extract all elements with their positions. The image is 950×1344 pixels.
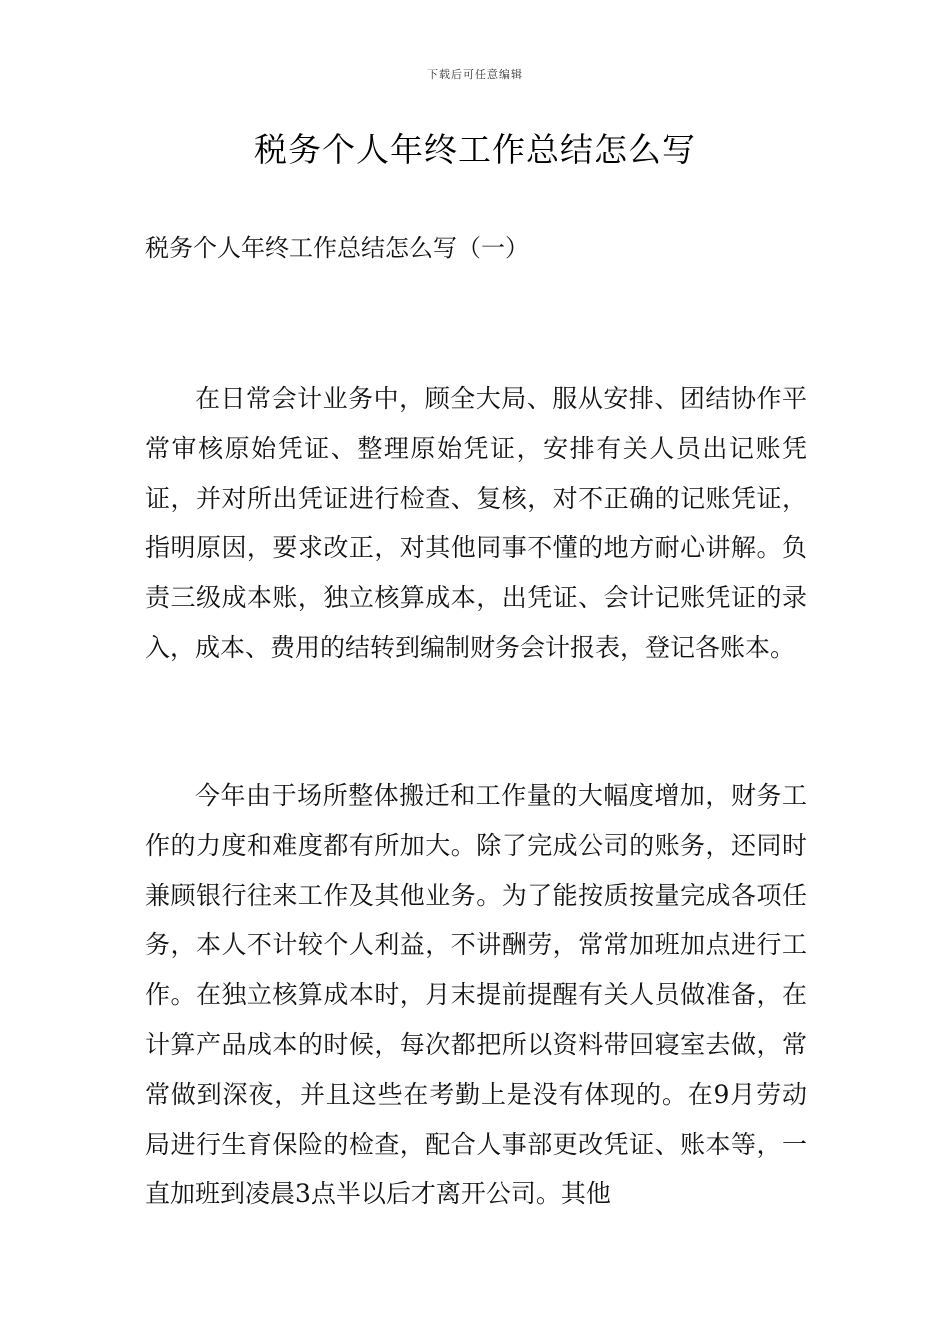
document-title: 税务个人年终工作总结怎么写 — [254, 130, 696, 169]
section-heading: 税务个人年终工作总结怎么写（一） — [145, 234, 529, 262]
body-paragraph: 在日常会计业务中，顾全大局、服从安排、团结协作平常审核原始凭证、整理原始凭证，安排有关人员出记账凭证，并对所出凭证进行检查、复核，对不正确的记账凭证，指明原因，要求改正，对其他同事不懂的地方耐心讲解。负责三级成本账，独立核算成本，出凭证、会计记账凭证的录入，成本、费用的结转到编制财务会计报表，登记各账本。 — [145, 384, 807, 662]
header-note: 下载后可任意编辑 — [427, 68, 523, 81]
body-paragraph: 今年由于场所整体搬迁和工作量的大幅度增加，财务工作的力度和难度都有所加大。除了完成公司的账务，还同时兼顾银行往来工作及其他业务。为了能按质按量完成各项任务，本人不计较个人利益，不讲酬劳，常常加班加点进行工作。在独立核算成本时，月末提前提醒有关人员做准备，在计算产品成本的时候，每次都把所以资料带回寝室去做，常常做到深夜，并且这些在考勤上是没有体现的。在9月劳动局进行生育保险的检查，配合人事部更改凭证、账本等，一直加班到凌晨3点半以后才离开公司。其他 — [145, 781, 807, 1209]
